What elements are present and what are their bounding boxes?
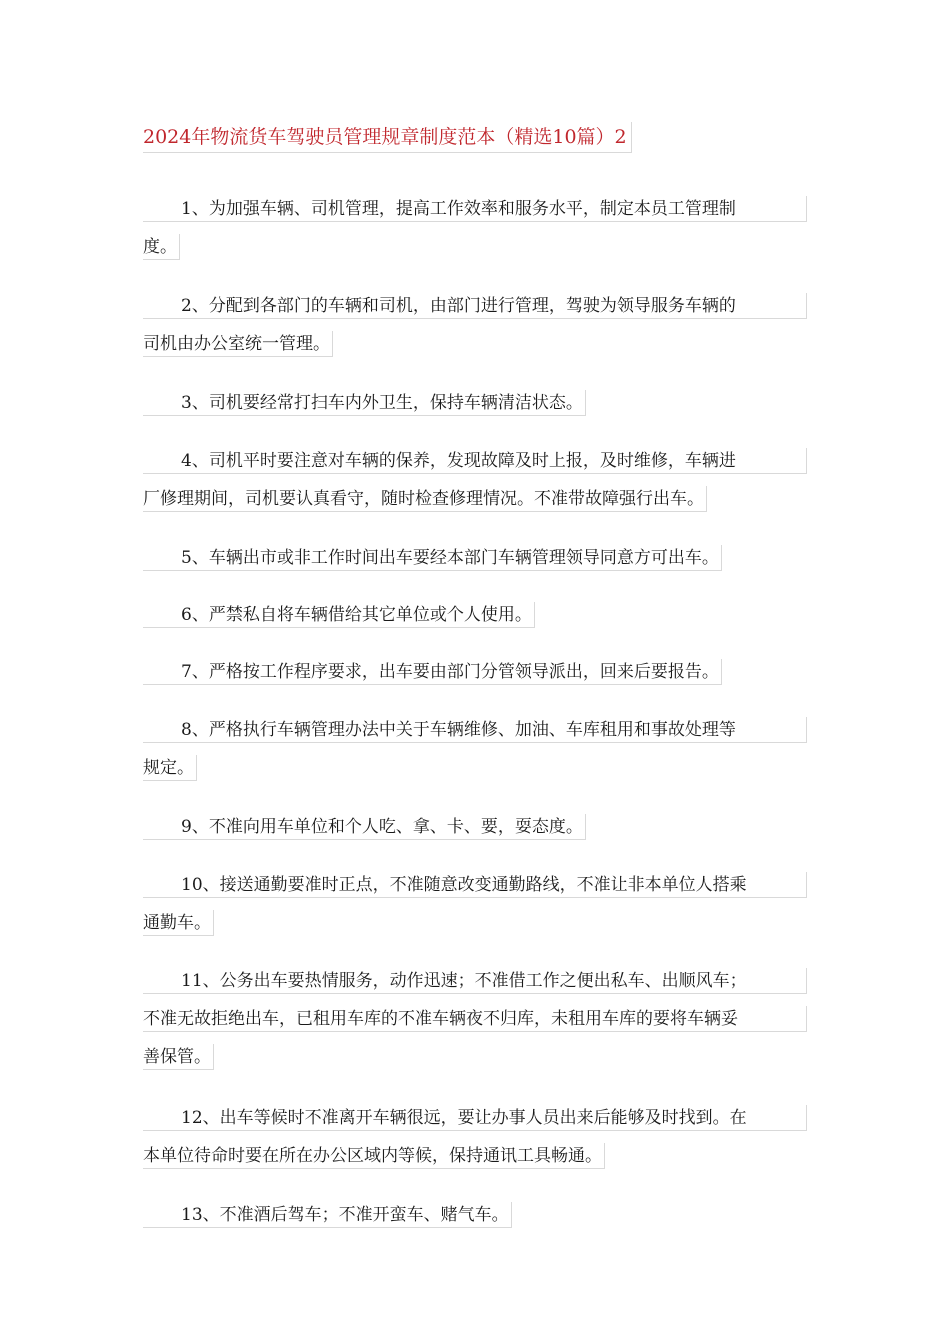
paragraph-7 [143, 659, 807, 701]
paragraph-line: 3、司机要经常打扫车内外卫生，保持车辆清洁状态。 [143, 390, 586, 416]
paragraph-5 [143, 545, 807, 587]
paragraph-12 [143, 1105, 807, 1185]
paragraph-9 [143, 814, 807, 856]
paragraph-line: 8、严格执行车辆管理办法中关于车辆维修、加油、车库租用和事故处理等 [143, 717, 807, 743]
paragraph-line: 11、公务出车要热情服务，动作迅速；不准借工作之便出私车、出顺风车； [143, 968, 807, 994]
paragraph-8 [143, 717, 807, 797]
paragraph-line: 司机由办公室统一管理。 [143, 331, 333, 357]
paragraph-line: 12、出车等候时不准离开车辆很远，要让办事人员出来后能够及时找到。在 [143, 1105, 807, 1131]
paragraph-line: 5、车辆出市或非工作时间出车要经本部门车辆管理领导同意方可出车。 [143, 545, 722, 571]
paragraph-line: 善保管。 [143, 1044, 214, 1070]
paragraph-line: 13、不准酒后驾车；不准开蛮车、赌气车。 [143, 1202, 512, 1228]
paragraph-2 [143, 293, 807, 373]
paragraph-line: 1、为加强车辆、司机管理，提高工作效率和服务水平，制定本员工管理制 [143, 196, 807, 222]
paragraph-line: 不准无故拒绝出车，已租用车库的不准车辆夜不归库，未租用车库的要将车辆妥 [143, 1006, 807, 1032]
paragraph-line: 6、严禁私自将车辆借给其它单位或个人使用。 [143, 602, 535, 628]
paragraph-line: 7、严格按工作程序要求，出车要由部门分管领导派出，回来后要报告。 [143, 659, 722, 685]
paragraph-line: 2、分配到各部门的车辆和司机，由部门进行管理，驾驶为领导服务车辆的 [143, 293, 807, 319]
paragraph-line: 通勤车。 [143, 910, 214, 936]
paragraph-line: 4、司机平时要注意对车辆的保养，发现故障及时上报，及时维修，车辆进 [143, 448, 807, 474]
paragraph-10 [143, 872, 807, 952]
paragraph-3 [143, 390, 807, 432]
document-title: 2024年物流货车驾驶员管理规章制度范本（精选10篇）2 [143, 122, 632, 153]
paragraph-line: 厂修理期间，司机要认真看守，随时检查修理情况。不准带故障强行出车。 [143, 486, 707, 512]
paragraph-line: 度。 [143, 234, 180, 260]
paragraph-6 [143, 602, 807, 644]
paragraph-line: 10、接送通勤要准时正点，不准随意改变通勤路线，不准让非本单位人搭乘 [143, 872, 807, 898]
paragraph-13 [143, 1202, 807, 1244]
paragraph-line: 规定。 [143, 755, 197, 781]
paragraph-line: 9、不准向用车单位和个人吃、拿、卡、要，耍态度。 [143, 814, 586, 840]
paragraph-4 [143, 448, 807, 528]
paragraph-line: 本单位待命时要在所在办公区域内等候，保持通讯工具畅通。 [143, 1143, 605, 1169]
paragraph-1 [143, 196, 807, 276]
paragraph-11 [143, 968, 807, 1086]
